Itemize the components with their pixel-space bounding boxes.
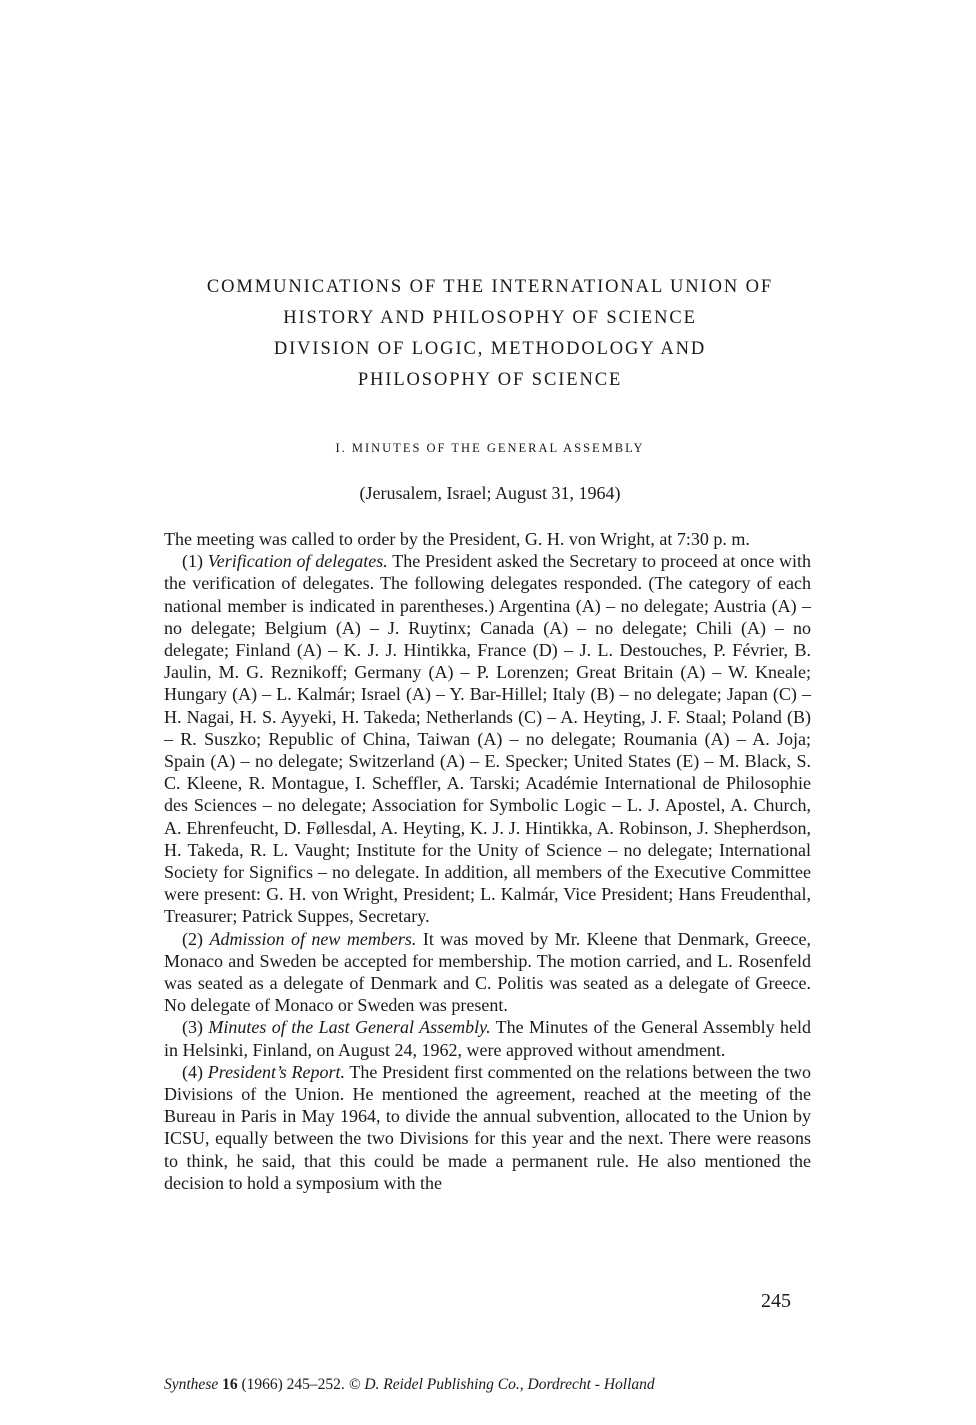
- item-text-1: The President asked the Secretary to proceed at once with the verification of delegates. The following delegates responded. (The category of each national member is indicated in parentheses.) Argentina (A) – no delegate; Austria (A) – no delegate; Belgium (A) – J. Ruytinx; Canada (A) – no delegate; Chili (A) – no delegate; Finland (A) – K. J. J. Hintikka, France (D) – J. L. Destouches, P. Février, B. Jaulin, M. G. Reznikoff; Germany (A) – P. Lorenzen; Great Britain (A) – W. Kneale; Hungary (A) – L. Kalmár; Israel (A) – Y. Bar-Hillel; Italy (B) – no delegate; Japan (C) – H. Nagai, H. S. Ayyeki, H. Takeda; Netherlands (C) – A. Heyting, J. F. Staal; Poland (B) – R. Suszko; Republic of China, Taiwan (A) – no delegate; Roumania (A) – A. Joja; Spain (A) – no delegate; Switzerland (A) – E. Specker; United States (E) – M. Black, S. C. Kleene, R. Montague, I. Scheffler, A. Tarski; Académie International de Philosophie des Sciences – no delegate; Association for Symbolic Logic – L. J. Apostel, A. Church, A. Ehrenfeucht, D. Føllesdal, A. Heyting, K. J. J. Hintikka, A. Robinson, J. Shepherdson, H. Takeda, R. L. Vaught; Institute for the Unity of Science – no delegate; International Society for Significs – no delegate. In addition, all members of the Executive Committee were present: G. H. von Wright, President; L. Kalmár, Vice President; Hans Freudenthal, Treasurer; Patrick Suppes, Secretary.: [164, 551, 811, 927]
- footer-journal: Synthese: [164, 1376, 219, 1393]
- item-heading-1: Verification of delegates.: [207, 551, 388, 572]
- item-number-2: (2): [182, 928, 210, 949]
- section-heading: I. MINUTES OF THE GENERAL ASSEMBLY: [335, 441, 645, 455]
- item-text-3: The Minutes of the General Assembly held in Helsinki, Finland, on August 24, 1962, were approved without amendment.: [164, 1017, 812, 1060]
- item-text-4: The President first commented on the relations between the two Divisions of the Union. He mentioned the agreement, reached at the meeting of the Bureau in Paris in May 1964, to divide the annual subvention, allocated to the Union by ICSU, equally between the two Divisions for this year and the next. There were reasons to think, he said, that this could be made a permanent rule. He also mentioned the decision to hold a symposium with the: [164, 1061, 811, 1193]
- item-paragraph-1: [164, 550, 811, 927]
- item-heading-4: President’s Report.: [207, 1061, 345, 1082]
- page-number: 245: [761, 1290, 791, 1312]
- footer-publisher: © D. Reidel Publishing Co., Dordrecht - Holland: [348, 1376, 655, 1393]
- body-text: [164, 528, 811, 1194]
- item-paragraph-3: [164, 1016, 811, 1060]
- title-line-2: HISTORY AND PHILOSOPHY OF SCIENCE: [283, 308, 697, 328]
- item-number-3: (3): [182, 1017, 209, 1038]
- item-text-2: It was moved by Mr. Kleene that Denmark, Greece, Monaco and Sweden be accepted for membership. The motion carried, and L. Rosenfeld was seated as a delegate of Denmark and C. Politis was seated as a delegate of Greece. No delegate of Monaco or Sweden was present.: [164, 928, 811, 1016]
- item-heading-3: Minutes of the Last General Assembly.: [208, 1017, 491, 1038]
- item-paragraph-2: [164, 928, 811, 1017]
- item-number-1: (1): [182, 551, 208, 572]
- title-line-3: DIVISION OF LOGIC, METHODOLOGY AND: [273, 339, 707, 359]
- footer-year-pages: (1966) 245–252.: [241, 1376, 345, 1393]
- item-heading-2: Admission of new members.: [209, 928, 417, 949]
- section-subheading: (Jerusalem, Israel; August 31, 1964): [359, 483, 621, 503]
- item-number-4: (4): [182, 1061, 208, 1082]
- footer-citation: [164, 1376, 655, 1394]
- document-title: [140, 272, 840, 396]
- title-line-4: PHILOSOPHY OF SCIENCE: [357, 370, 623, 390]
- opening-paragraph: The meeting was called to order by the President, G. H. von Wright, at 7:30 p. m.: [164, 529, 750, 549]
- title-line-1: COMMUNICATIONS OF THE INTERNATIONAL UNION OF: [206, 277, 774, 297]
- footer-volume: 16: [222, 1376, 238, 1393]
- item-paragraph-4: [164, 1061, 811, 1194]
